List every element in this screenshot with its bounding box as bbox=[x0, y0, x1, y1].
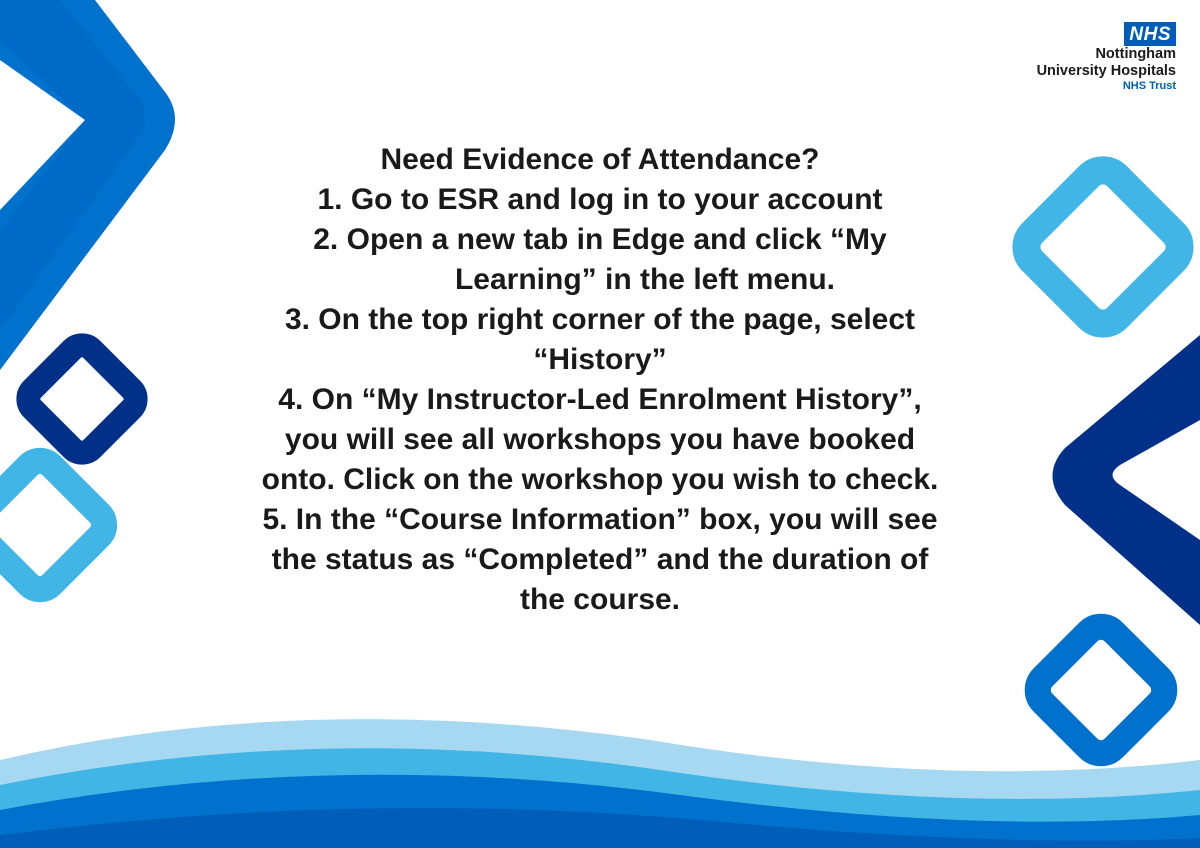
nhs-trust-logo bbox=[1037, 22, 1176, 93]
step-2-line-1: 2. Open a new tab in Edge and click “My bbox=[313, 223, 887, 256]
logo-line-1: Nottingham bbox=[1095, 46, 1176, 62]
instructions-block bbox=[150, 140, 1050, 620]
step-5-line-3: the course. bbox=[519, 583, 681, 616]
step-5-line-2: the status as “Completed” and the duration of bbox=[271, 543, 929, 576]
step-2-line-2: Learning” in the left menu. bbox=[454, 263, 836, 296]
right-blue-diamond bbox=[1030, 619, 1171, 760]
step-4-line-3: onto. Click on the workshop you wish to check. bbox=[261, 463, 939, 496]
nhs-badge: NHS bbox=[1124, 22, 1176, 46]
step-4-line-2: you will see all workshops you have booked bbox=[284, 423, 916, 456]
step-5-line-1: 5. In the “Course Information” box, you will see bbox=[262, 503, 938, 536]
left-light-diamond bbox=[0, 454, 111, 595]
step-4-line-1: 4. On “My Instructor-Led Enrolment History”, bbox=[278, 383, 922, 416]
logo-line-3: NHS Trust bbox=[1122, 80, 1176, 92]
notice-title: Need Evidence of Attendance? bbox=[380, 143, 820, 176]
step-1: 1. Go to ESR and log in to your account bbox=[317, 183, 883, 216]
step-3-line-1: 3. On the top right corner of the page, select bbox=[284, 303, 916, 336]
right-dark-chevron bbox=[1053, 335, 1200, 625]
left-dark-diamond bbox=[23, 340, 142, 459]
step-3-line-2: “History” bbox=[533, 343, 667, 376]
logo-line-2: University Hospitals bbox=[1036, 63, 1176, 79]
